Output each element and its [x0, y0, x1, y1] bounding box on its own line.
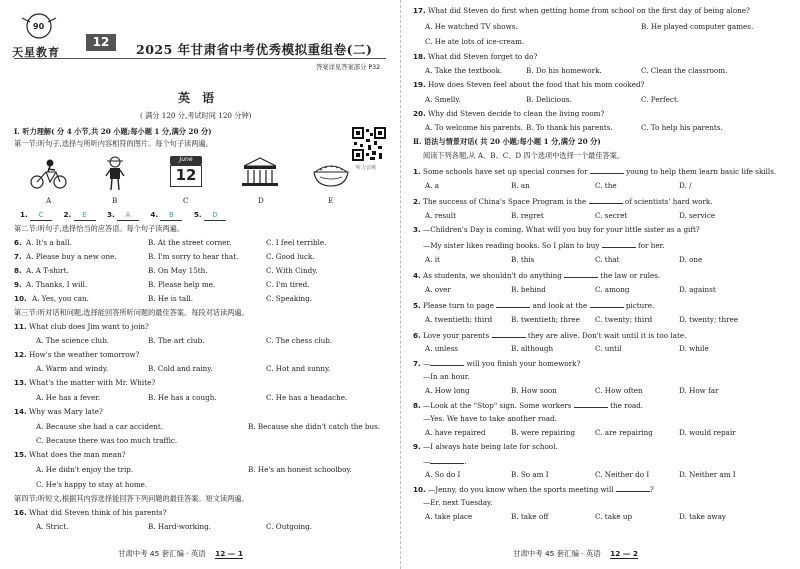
- question-16: 16. What did Steven think of his parents?: [14, 508, 167, 517]
- mcq-2: 2. The success of China's Space Program is the of scientists' hard work.: [413, 197, 713, 206]
- exam-info: ( 满分 120 分,考试时间 120 分钟): [140, 111, 252, 120]
- question-15: 15. What does the man mean?: [14, 450, 126, 459]
- picture-label-d: D: [258, 196, 264, 205]
- section1-title: Ⅰ. 听力理解( 分 4 小节,共 20 小题;每小题 1 分,满分 20 分): [14, 127, 212, 136]
- mcq-7-line2: —In an hour.: [423, 372, 470, 381]
- mcq-10-blank[interactable]: [616, 484, 650, 492]
- question-17: 17. What did Steven do first when getting home from school on the first day of being alone?: [413, 6, 750, 15]
- answer-1[interactable]: C: [38, 211, 44, 219]
- qr-caption: 听力音频: [356, 165, 377, 171]
- mcq-1: 1. Some schools have set up special courses for young to help them learn basic life skills.: [413, 167, 777, 176]
- answer-2[interactable]: E: [82, 211, 87, 219]
- mcq-8-blank[interactable]: [574, 400, 608, 408]
- question-12: 12. How's the weather tomorrow?: [14, 350, 140, 359]
- picture-c: [170, 156, 202, 186]
- mcq-9-line2: — .: [423, 457, 467, 466]
- rice-bowl-icon: [312, 160, 350, 188]
- mcq-4: 4. As students, we shouldn't do anything the law or rules.: [413, 271, 661, 280]
- question-9: 9. A. Thanks, I will. B. Please help me. C. I'm tired.: [14, 280, 310, 289]
- qr-code[interactable]: [352, 127, 386, 161]
- mcq-3-blank[interactable]: [602, 240, 636, 248]
- answers-1-5: 1. C 2. E 3. A 4. B 5. D: [20, 210, 226, 221]
- calendar-month: June: [179, 156, 193, 163]
- mcq-10-line2: —Er, next Tuesday.: [423, 498, 493, 507]
- mcq-10: 10. —Jenny, do you know when the sports meeting will ?: [413, 485, 654, 494]
- question-7: 7. A. Please buy a new one. B. I'm sorry to hear that. C. Good luck.: [14, 252, 315, 261]
- answer-4[interactable]: B: [169, 211, 174, 219]
- svg-text:90: 90: [33, 22, 45, 31]
- mcq-6: 6. Love your parents they are alive. Don't wait until it is too late.: [413, 331, 687, 340]
- answer-5[interactable]: D: [212, 211, 218, 219]
- question-17-option-c: C. He ate lots of ice-cream.: [425, 37, 525, 46]
- paper-title: 2025 年甘肃省中考优秀模拟重组卷(二): [136, 42, 373, 57]
- mcq-3: 3. —Children's Day is coming. What will you buy for your little sister as a gift?: [413, 225, 700, 234]
- mcq-7-blank[interactable]: [430, 358, 464, 366]
- qr-code-icon: [352, 127, 386, 161]
- mcq-6-blank[interactable]: [492, 330, 526, 338]
- mcq-9-blank[interactable]: [430, 456, 464, 464]
- part4-instruction: 第四节:听短文,根据其内容选择能回答下列问题的最佳答案。短文读两遍。: [14, 494, 249, 503]
- question-20: 20. Why did Steven decide to clean the living room?: [413, 109, 605, 118]
- question-8: 8. A. A T-shirt. B. On May 15th. C. With Cindy.: [14, 266, 318, 275]
- publisher-logo: [12, 8, 72, 60]
- footer-right: 甘肃中考 45 套汇编 · 英语 12 — 2: [513, 549, 639, 558]
- picture-label-b: B: [112, 196, 118, 205]
- logo-text: 天星教育: [12, 46, 60, 59]
- mcq-3-line2: —My sister likes reading books. So I plan to buy for her.: [423, 241, 665, 250]
- question-6: 6. A. It's a ball. B. At the street corner. C. I feel terrible.: [14, 238, 327, 247]
- question-15-option-c: C. He's happy to stay at home.: [36, 480, 148, 489]
- subject-title: 英 语: [178, 91, 219, 105]
- picture-label-e: E: [328, 196, 334, 205]
- part3-instruction: 第三节:听对话和问题,选择能回答所听问题的最佳答案。每段对话读两遍。: [14, 308, 249, 317]
- question-14: 14. Why was Mary late?: [14, 407, 103, 416]
- question-18: 18. What did Steven forget to do?: [413, 52, 538, 61]
- calendar-day: 12: [175, 166, 197, 184]
- question-13: 13. What's the matter with Mr. White?: [14, 378, 156, 387]
- paper-number-badge: 12: [86, 34, 116, 51]
- mcq-9: 9. —I always hate being late for school.: [413, 442, 558, 451]
- page-number-right: 12 — 2: [610, 549, 639, 558]
- mcq-7: 7. — will you finish your homework?: [413, 359, 581, 368]
- mcq-2-blank[interactable]: [589, 196, 623, 204]
- mcq-5-blank-1[interactable]: [496, 300, 530, 308]
- right-page: 17. What did Steven do first when getting home from school on the first day of being alone? A. He watched TV shows. B. He played computer games. C. He ate lots of ice-cream. 18. What did Steven forget to do? A. Take the textbook. B. Do his homework. C. Clean the classroom. 19. How does Steven feel about the food that his mom cooked? A. Smelly. B. Delicious. C. Perfect. 20. Why did Steven decide to clean the living room? A. To welcome his parents. B. To thank his parents. C. To help his parents. Ⅱ. 语法与情景对话( 共 20 小题;每小题 1 分,满分 20 分) 阅读下列各题,从 A、B、C、D 四个选项中选择一个最佳答案。 1. Some schools have set up special courses for young to help them learn basic life skills. A. a B. an C. the D. / 2. The success of China's Space Program is the of scientists' hard work. A. result B. regret C. secret D. service 3. —Children's Day is coming. What will you buy for your little sister as a gift? —My sister likes reading books. So I plan to buy for her. A. it B. this C. that D. one 4. As students, we shouldn't do anything the law or rules. A. over B. behind C. among D. against 5. Please turn to page and look at the picture. A. twentieth; third B. twentieth; three C. twenty; third D. twenty; three 6. Love your parents they are alive. Don't wait until it is too late. A. unless B. although C. until D. while 7. — will you finish your homework? —In an hour. A. How long B. How soon C. How often D. How far 8. —Look at the "Stop" sign. Some workers the road. —Yes. We have to take another road. A. have repaired B. were repairing C. are repairing D. would repair 9. —I always hate being late for school. — . A. So do I B. So am I C. Neither do I D. Neither am I 10. —Jenny, do you know when the sports meeting will ? —Er, next Tuesday. A. take place B. take off C. take up D. take away 甘肃中考 45 套汇编 · 英语 12 — 2: [400, 0, 800, 569]
- theater-building-icon: [240, 156, 280, 188]
- question-11: 11. What club does Jim want to join?: [14, 322, 149, 331]
- section2-instruction: 阅读下列各题,从 A、B、C、D 四个选项中选择一个最佳答案。: [423, 151, 625, 160]
- star-logo-icon: [12, 8, 72, 40]
- mcq-8: 8. —Look at the "Stop" sign. Some workers the road.: [413, 401, 644, 410]
- part1-instruction: 第一节:听句子,选择与所听内容相符的图片。每个句子读两遍。: [14, 139, 213, 148]
- mcq-1-blank[interactable]: [590, 166, 624, 174]
- answer-reference: 答案详见答案部分 P32: [316, 64, 381, 71]
- bicycle-rider-icon: [28, 158, 70, 190]
- picture-d: [240, 156, 280, 188]
- boy-standing-icon: [104, 156, 126, 192]
- mcq-5: 5. Please turn to page and look at the picture.: [413, 301, 655, 310]
- header-rule: [14, 58, 386, 59]
- picture-label-c: C: [183, 196, 189, 205]
- picture-a: [28, 158, 70, 190]
- picture-b: [104, 156, 126, 192]
- mcq-5-blank-2[interactable]: [590, 300, 624, 308]
- left-page: 90 天星教育 12 2025 年甘肃省中考优秀模拟重组卷(二) 答案详见答案部分 P32 英 语 ( 满分 120 分,考试时间 120 分钟) 听力音频 Ⅰ. 听力理解( 分 4 小节,共 20 小题;每小题 1 分,满分 20 分) 第一节:听句子,选择与所听内容相符的图片。每个句子读两遍。 June 12 A B C D E 1. C 2. E 3. A 4. B 5. D 第二节:听句子,选择恰当的应答语。每个句子读两遍。 6. A. It's a ball. B. At the street corner. C. I feel terrible. 7. A. Please buy a new one. B. I'm sorry to hear that. C. Good luck. 8. A. A T-shirt. B. On May 15th. C. With Cindy. 9. A. Thanks, I will. B. Please help me. C. I'm tired. 10. A. Yes, you can. B. He is tall. C. Speaking. 第三节:听对话和问题,选择能回答所听问题的最佳答案。每段对话读两遍。 11. What club does Jim want to join? A. The science club. B. The art club. C. The chess club. 12. How's the weather tomorrow? A. Warm and windy. B. Cold and rainy. C. Hot and sunny. 13. What's the matter with Mr. White? A. He has a fever. B. He has a cough. C. He has a headache. 14. Why was Mary late? A. Because she had a car accident. B. Because she didn't catch the bus. C. Because there was too much traffic. 15. What does the man mean? A. He didn't enjoy the trip. B. He's an honest schoolboy. C. He's happy to stay at home. 第四节:听短文,根据其内容选择能回答下列问题的最佳答案。短文读两遍。 16. What did Steven think of his parents? A. Strict. B. Hard-working. C. Outgoing. 甘肃中考 45 套汇编 · 英语 12 — 1: [0, 0, 400, 569]
- question-19: 19. How does Steven feel about the food that his mom cooked?: [413, 80, 645, 89]
- mcq-4-blank[interactable]: [564, 270, 598, 278]
- picture-e: [312, 160, 350, 188]
- page-number-left: 12 — 1: [215, 549, 244, 558]
- question-14-option-c: C. Because there was too much traffic.: [36, 436, 178, 445]
- picture-label-a: A: [46, 196, 52, 205]
- footer-left: 甘肃中考 45 套汇编 · 英语 12 — 1: [118, 549, 244, 558]
- part2-instruction: 第二节:听句子,选择恰当的应答语。每个句子读两遍。: [14, 224, 185, 233]
- section2-title: Ⅱ. 语法与情景对话( 共 20 小题;每小题 1 分,满分 20 分): [413, 137, 601, 146]
- question-10: 10. A. Yes, you can. B. He is tall. C. Speaking.: [14, 294, 313, 303]
- answer-3[interactable]: A: [125, 211, 131, 219]
- mcq-8-line2: —Yes. We have to take another road.: [423, 414, 557, 423]
